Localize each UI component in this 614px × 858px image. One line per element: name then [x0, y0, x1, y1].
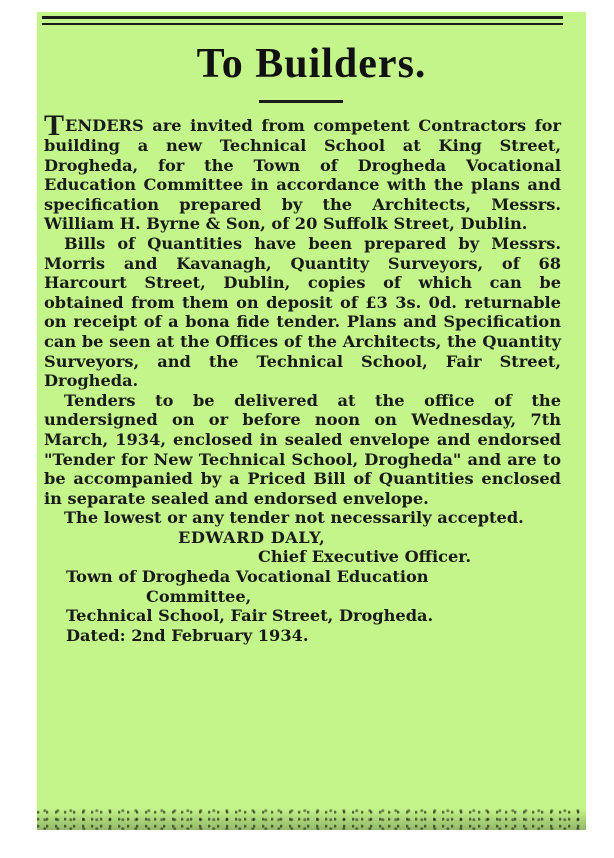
title-underline [259, 100, 343, 103]
signatory-role: Chief Executive Officer. [258, 547, 471, 567]
dropcap-letter: T [44, 109, 65, 142]
paragraph-1-text: ENDERS are invited from competent Contractors for building a new Technical School at King Street, Drogheda, for the Town of Drogheda Vocational Education Committee in accordance with the plans and specification prepared by the Architects, Messrs. William H. Byrne & Son, of 20 Suffolk Street, Dublin. [44, 116, 561, 234]
advert-title: To Builders. [196, 41, 427, 87]
organization-line-1: Town of Drogheda Vocational Education [66, 567, 429, 587]
top-rule [42, 16, 563, 19]
organization-line-2: Committee, [146, 586, 252, 606]
newspaper-clipping [37, 12, 586, 830]
dated-line: Dated: 2nd February 1934. [66, 625, 309, 645]
paragraph-delivery-instructions: Tenders to be delivered at the office of the undersigned on or before noon on Wednesday, 7th March, 1934, enclosed in sealed envelope and endorsed "Tender for New Technical School, Drogheda" and are to be accompanied by a Priced Bill of Quantities enclosed in separate sealed and endorsed envelope. [44, 390, 561, 508]
paragraph-bills-of-quantities: Bills of Quantities have been prepared by Messrs. Morris and Kavanagh, Quantity Surveyors, of 68 Harcourt Street, Dublin, copies of which can be obtained from them on deposit of £3 3s. 0d. returnable on receipt of a bona fide tender. Plans and Specification can be seen at the Offices of the Architects, the Quantity Surveyors, and the Technical School, Fair Street, Drogheda. [44, 233, 561, 391]
organization-name [44, 567, 561, 606]
paragraph-tenders-invited [44, 109, 561, 234]
office-address: Technical School, Fair Street, Drogheda. [66, 606, 434, 626]
signatory-name: EDWARD DALY, [178, 527, 326, 547]
top-rule-thin [42, 23, 563, 25]
paragraph-lowest-tender: The lowest or any tender not necessarily accepted. [64, 508, 524, 528]
torn-bottom-edge [37, 808, 586, 830]
advert-body [44, 109, 561, 645]
